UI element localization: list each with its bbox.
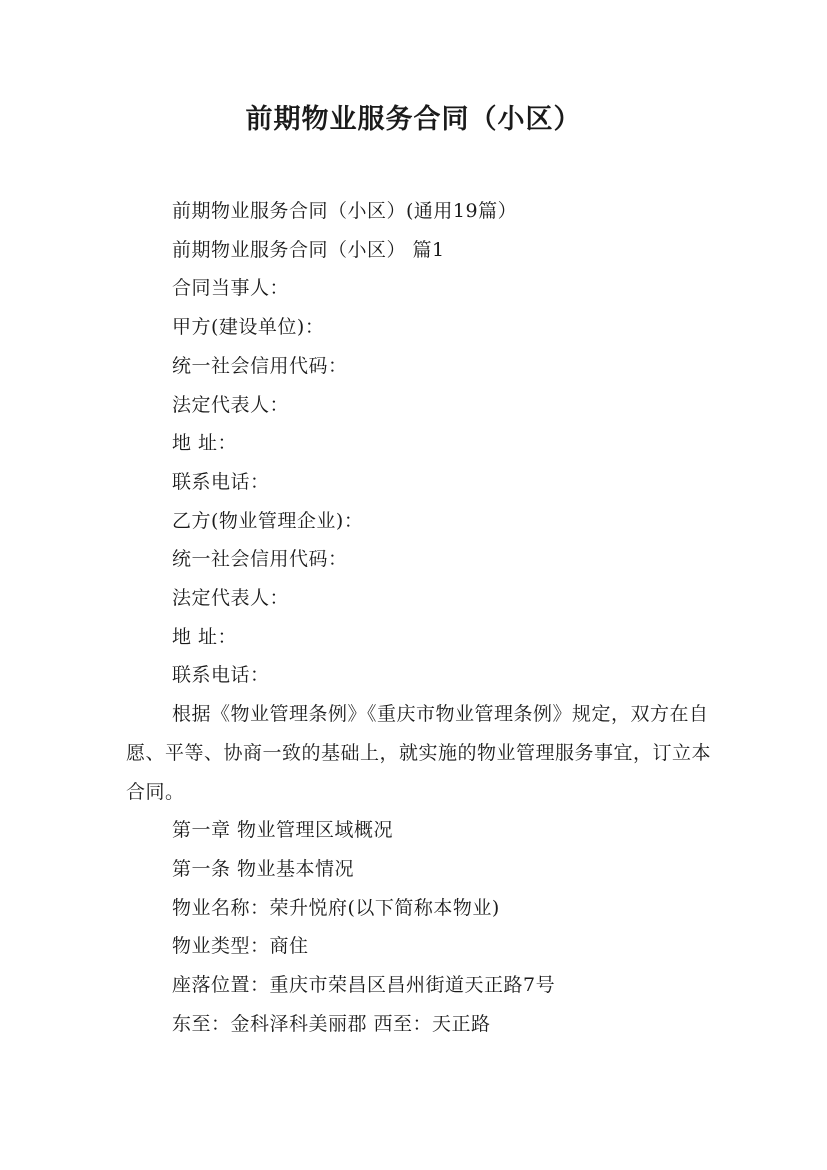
section-heading: 前期物业服务合同（小区） 篇1	[172, 238, 445, 261]
property-name: 物业名称：荣升悦府(以下简称本物业)	[172, 896, 500, 919]
subtitle-line: 前期物业服务合同（小区）(通用19篇）	[172, 200, 518, 222]
property-location: 座落位置：重庆市荣昌区昌州街道天正路7号	[172, 974, 556, 997]
chapter-heading: 第一章 物业管理区域概况	[172, 819, 394, 842]
document-title: 前期物业服务合同（小区）	[245, 104, 582, 135]
party-b-credit-code: 统一社会信用代码：	[172, 548, 348, 571]
party-b-address: 地 址：	[172, 625, 238, 648]
party-a-phone: 联系电话：	[172, 470, 270, 493]
document-body	[126, 192, 716, 1043]
party-a-legal-rep: 法定代表人：	[172, 393, 290, 416]
party-b-legal-rep: 法定代表人：	[172, 587, 290, 610]
party-b-label: 乙方(物业管理企业)：	[172, 509, 364, 532]
property-type: 物业类型：商住	[172, 935, 309, 958]
party-a-label: 甲方(建设单位)：	[172, 316, 325, 339]
property-boundaries: 东至：金科泽科美丽郡 西至：天正路	[172, 1012, 491, 1035]
party-a-credit-code: 统一社会信用代码：	[172, 354, 348, 377]
article-heading: 第一条 物业基本情况	[172, 857, 355, 880]
preamble-paragraph: 根据《物业管理条例》《重庆市物业管理条例》规定，双方在自愿、平等、协商一致的基础上，就实施的物业管理服务事宜，订立本合同。	[126, 703, 712, 803]
party-b-phone: 联系电话：	[172, 664, 270, 687]
parties-label: 合同当事人：	[172, 277, 290, 300]
party-a-address: 地 址：	[172, 432, 238, 455]
